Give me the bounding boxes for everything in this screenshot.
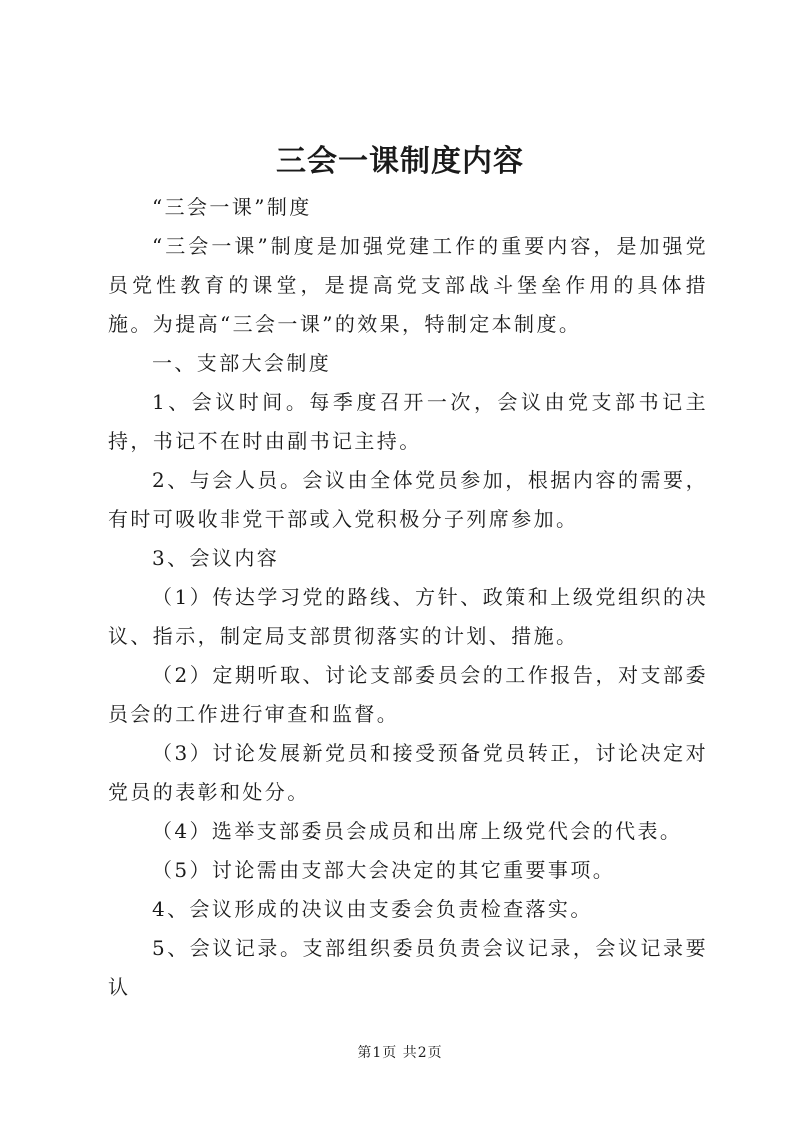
page-title: 三会一课制度内容 [276,144,524,179]
paragraph-intro: “三会一课”制度是加强党建工作的重要内容，是加强党员党性教育的课堂，是提高党支部战斗堡垒作用的具体措施。为提高“三会一课”的效果，特制定本制度。 [108,234,708,336]
page-footer: 第1页 共2页 [357,1045,443,1061]
paragraph-heading-system: “三会一课”制度 [152,195,312,219]
paragraph-content-item-1: （1）传达学习党的路线、方针、政策和上级党组织的决议、指示，制定局支部贯彻落实的计划、措施。 [108,585,708,648]
section-heading-branch-meeting: 一、支部大会制度 [152,351,332,375]
paragraph-content-item-5: （5）讨论需由支部大会决定的其它重要事项。 [152,858,616,882]
paragraph-content-item-4: （4）选举支部委员会成员和出席上级党代会的代表。 [152,819,683,843]
paragraph-meeting-content-heading: 3、会议内容 [152,546,280,570]
paragraph-resolution: 4、会议形成的决议由支委会负责检查落实。 [152,897,593,921]
paragraph-meeting-record: 5、会议记录。支部组织委员负责会议记录，会议记录要认 [108,936,708,999]
paragraph-meeting-time: 1、会议时间。每季度召开一次，会议由党支部书记主持，书记不在时由副书记主持。 [108,390,708,453]
paragraph-attendees: 2、与会人员。会议由全体党员参加，根据内容的需要，有时可吸收非党干部或入党积极分子列席参加。 [108,468,708,531]
document-body [108,188,708,1007]
paragraph-content-item-2: （2）定期听取、讨论支部委员会的工作报告，对支部委员会的工作进行审查和监督。 [108,663,708,726]
paragraph-content-item-3: （3）讨论发展新党员和接受预备党员转正，讨论决定对党员的表彰和处分。 [108,741,708,804]
